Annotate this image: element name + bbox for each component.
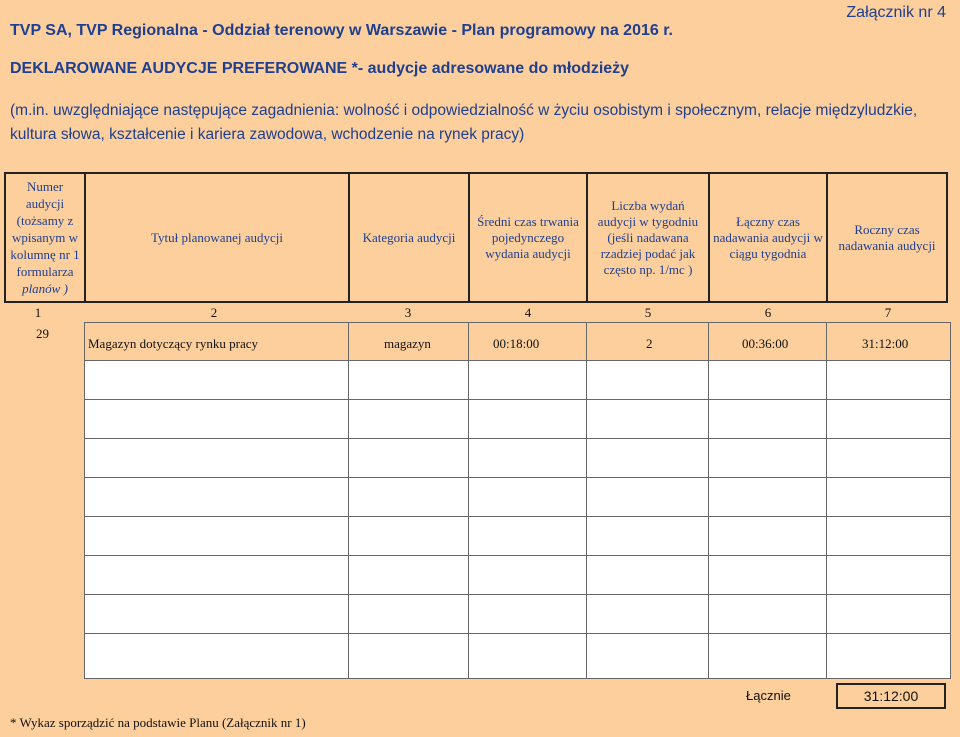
grid-cell [469,517,587,556]
total-value: 31:12:00 [836,683,946,709]
document-title: TVP SA, TVP Regionalna - Oddział terenowy w Warszawie - Plan programowy na 2016 r. [10,22,673,39]
grid-cell [469,556,587,595]
header-category [349,173,469,302]
grid-cell [709,400,827,439]
grid-cell [85,517,349,556]
header-line: (jeśli nadawana [607,229,689,245]
grid-cell [349,439,469,478]
header-weekly-total [709,173,827,302]
grid-cell [587,439,709,478]
table-header [4,172,948,303]
data-grid [84,322,951,679]
grid-cell [469,478,587,517]
header-line: (tożsamy z [16,213,74,228]
cell-category: magazyn [384,336,431,351]
grid-cell [709,634,827,679]
document-subtitle: DEKLAROWANE AUDYCJE PREFEROWANE *- audycje adresowane do młodzieży [10,60,630,77]
total-label: Łącznie [746,688,791,703]
column-number: 6 [764,305,772,320]
header-line: wydania audycji [485,245,571,261]
grid-cell [85,556,349,595]
column-numbers [4,305,946,323]
grid-row [85,361,951,400]
grid-row [85,439,951,478]
header-line: rzadziej podać jak [600,245,696,261]
header-annual-total [827,173,947,302]
grid-cell [85,439,349,478]
header-line: często np. 1/mc ) [603,261,693,277]
header-line: Tytuł planowanej audycji [151,229,283,245]
grid-cell [349,595,469,634]
header-line: wpisanym w [11,230,79,245]
grid-cell [827,517,951,556]
grid-cell [85,400,349,439]
column-number: 2 [210,305,218,320]
grid-cell [349,361,469,400]
header-line: nadawania audycji w [713,229,823,245]
grid-cell [709,478,827,517]
header-line: kolumnę nr 1 [10,247,80,262]
grid-cell [469,361,587,400]
header-line: audycji [25,196,65,211]
grid-cell [709,361,827,400]
header-line: Liczba wydań [611,197,685,213]
cell-annual-total: 31:12:00 [862,336,909,351]
column-number: 4 [524,305,532,320]
table-row [0,326,960,366]
column-number: 5 [644,305,652,320]
grid-cell [349,400,469,439]
header-line: Roczny czas [854,221,920,237]
column-number: 3 [404,305,412,320]
grid-row [85,634,951,679]
grid-cell [587,400,709,439]
cell-weekly-total: 00:36:00 [742,336,789,351]
header-line: Kategoria audycji [362,229,456,245]
grid-cell [469,400,587,439]
header-line: Łączny czas [736,213,800,229]
grid-cell [587,361,709,400]
annex-label: Załącznik nr 4 [846,4,946,21]
grid-cell [587,595,709,634]
grid-cell [85,634,349,679]
grid-row [85,556,951,595]
grid-cell [349,634,469,679]
grid-cell [709,595,827,634]
header-number [5,173,85,302]
header-line: planów ) [22,281,68,296]
grid-cell [827,556,951,595]
header-title [85,173,349,302]
grid-cell [349,478,469,517]
grid-cell [85,361,349,400]
grid-cell [709,556,827,595]
header-line: ciągu tygodnia [729,245,807,261]
grid-cell [469,439,587,478]
grid-cell [709,517,827,556]
column-number: 1 [34,305,42,320]
footnote: * Wykaz sporządzić na podstawie Planu (Załącznik nr 1) [10,715,306,730]
header-line: pojedynczego [491,229,565,245]
cell-title: Magazyn dotyczący rynku pracy [88,336,259,351]
grid-row [85,400,951,439]
header-line: Numer [26,179,64,194]
grid-cell [587,517,709,556]
grid-row [85,478,951,517]
grid-cell [827,634,951,679]
grid-cell [349,556,469,595]
grid-row [85,595,951,634]
header-line: formularza [16,264,74,279]
topics-description: (m.in. uwzględniające następujące zagadnienia: wolność i odpowiedzialność w życiu osobistym i społecznym, relacje międzyludzkie, kultura słowa, kształcenie i kariera zawodowa, wchodzenie na rynek pracy) [10,102,918,143]
grid-cell [587,478,709,517]
grid-cell [587,556,709,595]
cell-number: 29 [36,326,49,341]
column-number: 7 [884,305,892,320]
header-weekly-count [587,173,709,302]
grid-cell [827,595,951,634]
cell-weekly-count: 2 [646,336,653,351]
grid-cell [709,439,827,478]
grid-cell [469,595,587,634]
grid-cell [587,634,709,679]
grid-cell [827,439,951,478]
grid-cell [827,478,951,517]
header-line: Średni czas trwania [477,213,579,229]
cell-avg-duration: 00:18:00 [493,336,540,351]
grid-row [85,517,951,556]
header-line: audycji w tygodniu [597,213,699,229]
header-line: nadawania audycji [838,237,936,253]
header-avg-duration [469,173,587,302]
grid-cell [85,595,349,634]
grid-cell [85,478,349,517]
grid-cell [827,400,951,439]
grid-cell [827,361,951,400]
grid-cell [469,634,587,679]
grid-cell [349,517,469,556]
